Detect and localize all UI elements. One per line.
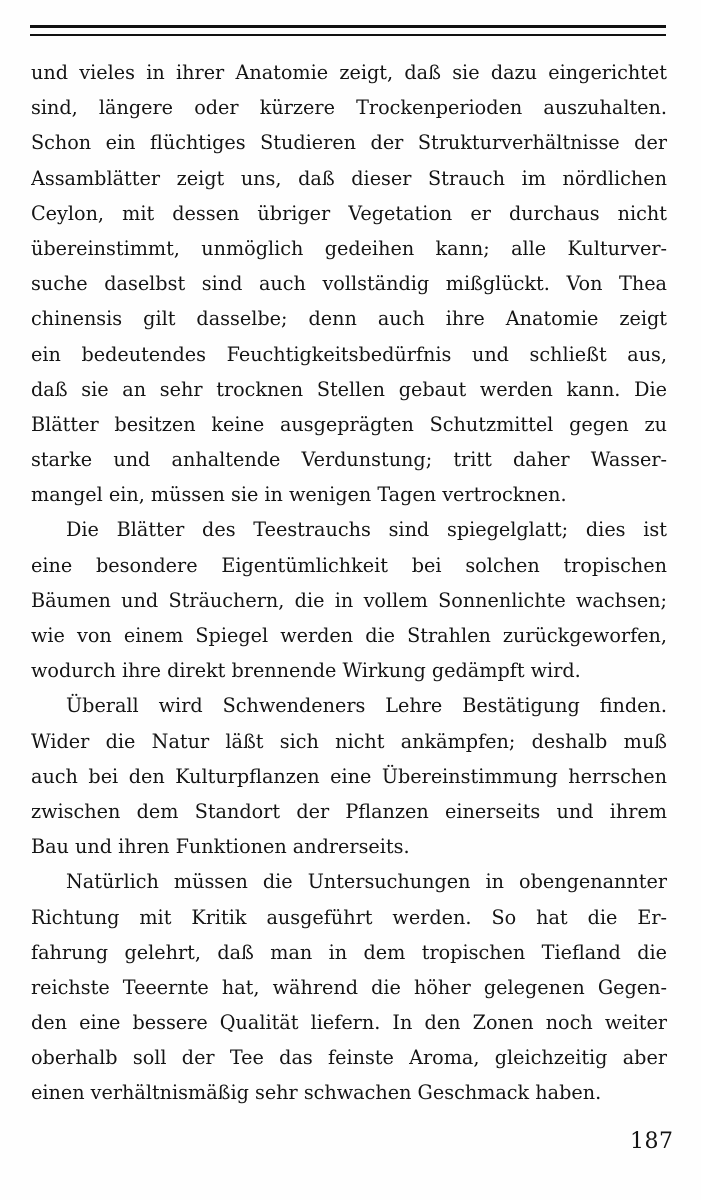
text-line: oberhalb soll der Tee das feinste Aroma, gleichzeitig aber [31, 1046, 667, 1070]
text-line: Ceylon, mit dessen übriger Vegetation er durchaus nicht [31, 201, 667, 225]
paragraph [31, 512, 667, 688]
header-rule-bottom [30, 34, 666, 36]
text-line: eine besondere Eigentümlichkeit bei solchen tropischen [31, 553, 667, 577]
text-line: reichste Teeernte hat, während die höher gelegenen Gegen- [31, 975, 667, 999]
text-line: Bäumen und Sträuchern, die in vollem Sonnenlichte wachsen; [31, 588, 667, 612]
text-line: den eine bessere Qualität liefern. In den Zonen noch weiter [31, 1011, 667, 1035]
page-number: 187 [630, 1129, 674, 1154]
text-line: starke und anhaltende Verdunstung; tritt daher Wasser- [31, 448, 667, 472]
paragraph [31, 688, 667, 864]
text-line: zwischen dem Standort der Pflanzen einerseits und ihrem [31, 799, 667, 823]
text-line: auch bei den Kulturpflanzen eine Übereinstimmung herrschen [31, 764, 667, 788]
paragraph [31, 864, 667, 1110]
text-line: suche daselbst sind auch vollständig mißglückt. Von Thea [31, 272, 667, 296]
text-line: Überall wird Schwendeners Lehre Bestätigung finden. [66, 694, 667, 718]
text-line: Natürlich müssen die Untersuchungen in obengenannter [66, 870, 667, 894]
text-line: Wider die Natur läßt sich nicht ankämpfen; deshalb muß [31, 729, 667, 753]
text-line: einen verhältnismäßig sehr schwachen Geschmack haben. [31, 1081, 602, 1105]
header-rule-top [30, 25, 666, 28]
body-text [31, 55, 667, 1111]
text-line: chinensis gilt dasselbe; denn auch ihre Anatomie zeigt [31, 307, 667, 331]
text-line: Schon ein flüchtiges Studieren der Strukturverhältnisse der [31, 131, 667, 155]
text-line: Richtung mit Kritik ausgeführt werden. So hat die Er- [31, 905, 667, 929]
text-line: Die Blätter des Teestrauchs sind spiegelglatt; dies ist [66, 518, 667, 542]
text-line: mangel ein, müssen sie in wenigen Tagen vertrocknen. [31, 483, 567, 507]
text-line: sind, längere oder kürzere Trockenperioden auszuhalten. [31, 96, 667, 120]
text-line: wodurch ihre direkt brennende Wirkung gedämpft wird. [31, 659, 581, 683]
text-line: Assamblätter zeigt uns, daß dieser Strauch im nördlichen [31, 166, 667, 190]
text-line: übereinstimmt, unmöglich gedeihen kann; alle Kulturver- [31, 236, 667, 260]
text-line: wie von einem Spiegel werden die Strahlen zurückgeworfen, [31, 624, 667, 647]
text-line: Blätter besitzen keine ausgeprägten Schutzmittel gegen zu [31, 412, 667, 436]
text-line: ein bedeutendes Feuchtigkeitsbedürfnis und schließt aus, [31, 342, 667, 366]
text-line: Bau und ihren Funktionen andrerseits. [31, 835, 410, 859]
text-line: daß sie an sehr trocknen Stellen gebaut werden kann. Die [31, 377, 667, 401]
text-line: und vieles in ihrer Anatomie zeigt, daß sie dazu eingerichtet [31, 61, 667, 84]
text-line: fahrung gelehrt, daß man in dem tropischen Tiefland die [31, 940, 667, 964]
paragraph [31, 55, 667, 512]
